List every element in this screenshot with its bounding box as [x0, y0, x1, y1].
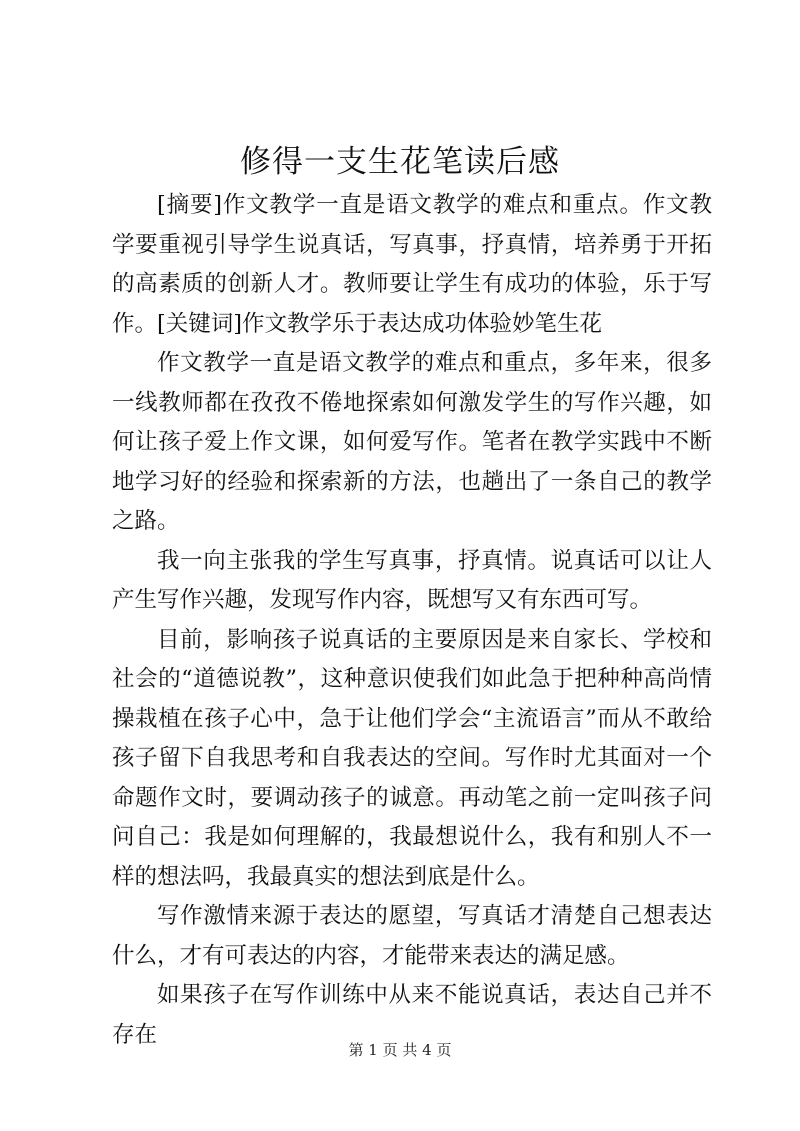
- paragraph: 写作激情来源于表达的愿望，写真话才清楚自己想表达什么，才有可表达的内容，才能带来表达的满足感。: [112, 903, 712, 969]
- page-number-footer: 第 1 页 共 4 页: [348, 1041, 452, 1059]
- document-body: [112, 186, 712, 1055]
- paragraph: 我一向主张我的学生写真事，抒真情。说真话可以让人产生写作兴趣，发现写作内容，既想写又有东西可写。: [112, 547, 712, 613]
- document-title: 修得一支生花笔读后感: [240, 144, 560, 180]
- paragraph: 作文教学一直是语文教学的难点和重点，多年来，很多一线教师都在孜孜不倦地探索如何激发学生的写作兴趣，如何让孩子爱上作文课，如何爱写作。笔者在教学实践中不断地学习好的经验和探索新的方法，也趟出了一条自己的教学之路。: [112, 350, 712, 534]
- paragraph-abstract: [摘要]作文教学一直是语文教学的难点和重点。作文教学要重视引导学生说真话，写真事，抒真情，培养勇于开拓的高素质的创新人才。教师要让学生有成功的体验，乐于写作。[关键词]作文教学乐于表达成功体验妙笔生花: [112, 192, 712, 337]
- paragraph: 如果孩子在写作训练中从来不能说真话，表达自己并不存在: [112, 982, 712, 1048]
- paragraph: 目前，影响孩子说真话的主要原因是来自家长、学校和社会的“道德说教”，这种意识使我们如此急于把种种高尚情操栽植在孩子心中，急于让他们学会“主流语言”而从不敢给孩子留下自我思考和自我表达的空间。写作时尤其面对一个命题作文时，要调动孩子的诚意。再动笔之前一定叫孩子问问自己：我是如何理解的，我最想说什么，我有和别人不一样的想法吗，我最真实的想法到底是什么。: [112, 626, 712, 890]
